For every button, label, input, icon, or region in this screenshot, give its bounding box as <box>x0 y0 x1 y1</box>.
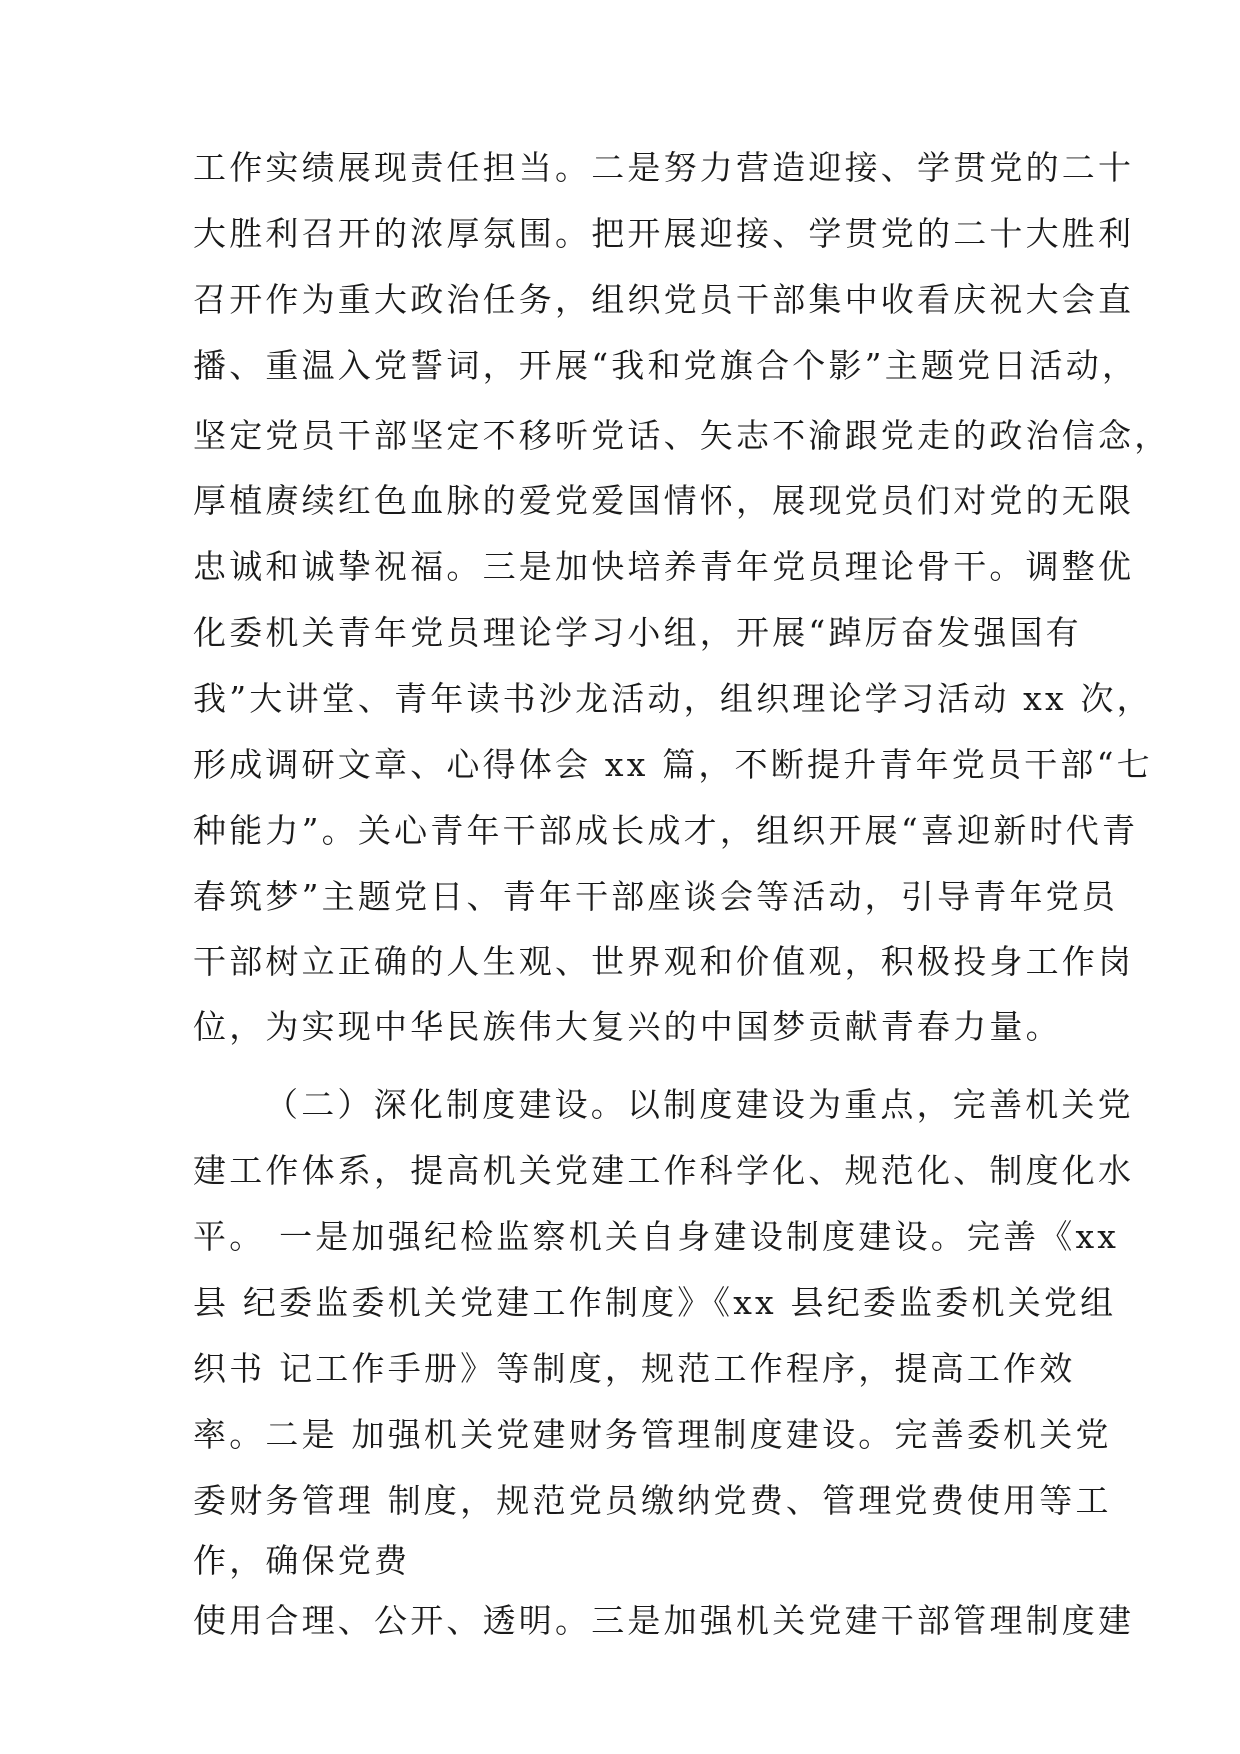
text-line: 建工作体系，提高机关党建工作科学化、规范化、制度化水 <box>193 1151 1135 1190</box>
section-heading-line: （二）深化制度建设。以制度建设为重点，完善机关党 <box>265 1085 1134 1124</box>
text-line: 作，确保党费 <box>193 1541 411 1580</box>
text-line: 大胜利召开的浓厚氛围。把开展迎接、学贯党的二十大胜利 <box>193 214 1135 253</box>
text-line: 县 纪委监委机关党建工作制度》《xx 县纪委监委机关党组 <box>193 1283 1117 1322</box>
text-line: 化委机关青年党员理论学习小组，开展“踔厉奋发强国有 <box>193 613 1082 652</box>
text-line: 平。 一是加强纪检监察机关自身建设制度建设。完善《xx <box>193 1217 1120 1256</box>
text-line: 位，为实现中华民族伟大复兴的中国梦贡献青春力量。 <box>193 1007 1062 1046</box>
text-line: 春筑梦”主题党日、青年干部座谈会等活动，引导青年党员 <box>193 877 1119 916</box>
text-line: 厚植赓续红色血脉的爱党爱国情怀，展现党员们对党的无限 <box>193 481 1135 520</box>
text-line: 忠诚和诚挚祝福。三是加快培养青年党员理论骨干。调整优 <box>193 547 1135 586</box>
text-line: 播、重温入党誓词，开展“我和党旗合个影”主题党日活动， <box>193 346 1139 385</box>
text-line: 使用合理、公开、透明。三是加强机关党建干部管理制度建 <box>193 1601 1135 1640</box>
text-line: 委财务管理 制度，规范党员缴纳党费、管理党费使用等工 <box>193 1481 1112 1520</box>
text-line: 形成调研文章、心得体会 xx 篇，不断提升青年党员干部“七 <box>193 745 1153 784</box>
text-line: 干部树立正确的人生观、世界观和价值观，积极投身工作岗 <box>193 942 1135 981</box>
text-line: 召开作为重大政治任务，组织党员干部集中收看庆祝大会直 <box>193 280 1135 319</box>
text-line: 我”大讲堂、青年读书沙龙活动，组织理论学习活动 xx 次， <box>193 679 1153 718</box>
text-line: 种能力”。关心青年干部成长成才，组织开展“喜迎新时代青 <box>193 811 1139 850</box>
text-line: 坚定党员干部坚定不移听党话、矢志不渝跟党走的政治信念， <box>193 416 1171 455</box>
text-line: 织书 记工作手册》等制度，规范工作程序，提高工作效 <box>193 1349 1076 1388</box>
text-line: 率。二是 加强机关党建财务管理制度建设。完善委机关党 <box>193 1415 1112 1454</box>
text-line: 工作实绩展现责任担当。二是努力营造迎接、学贯党的二十 <box>193 148 1135 187</box>
